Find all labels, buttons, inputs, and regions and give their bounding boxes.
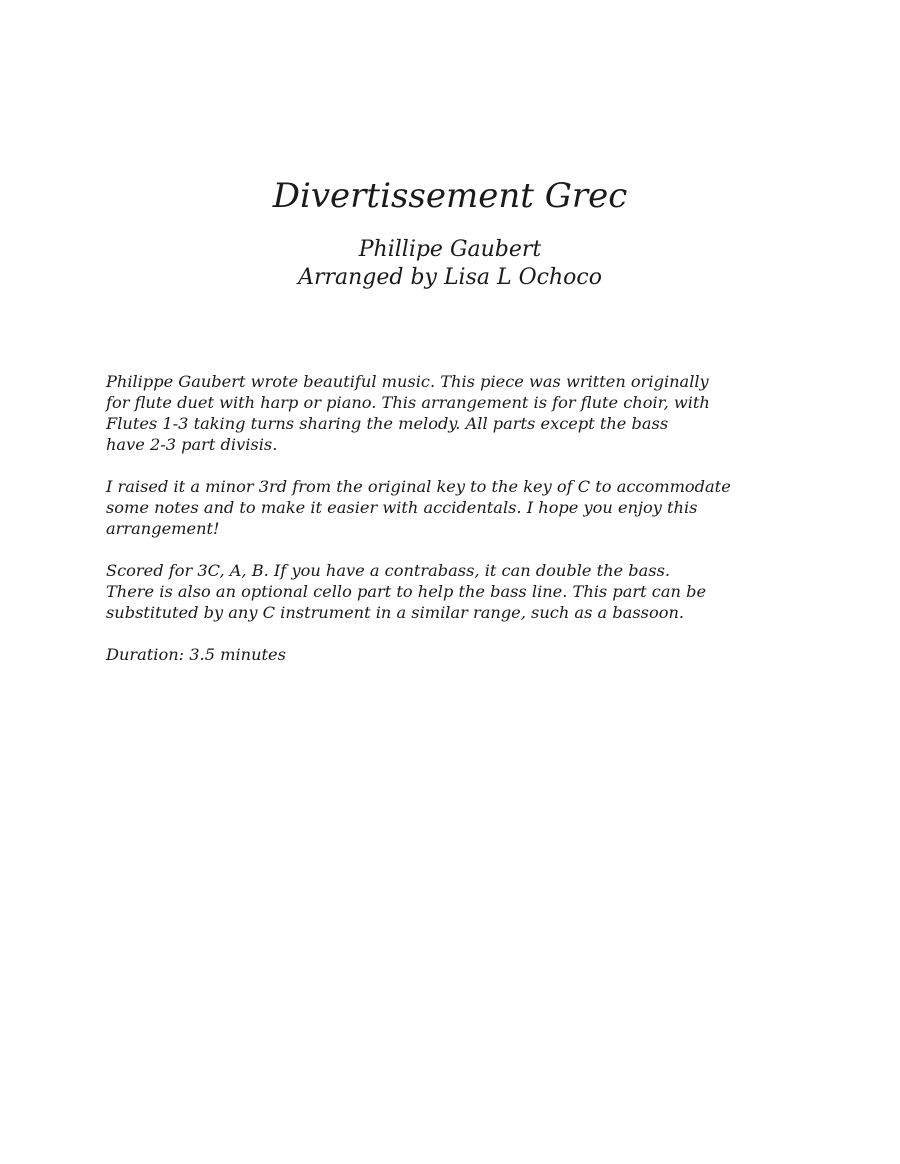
notes-paragraph-key — [106, 476, 766, 539]
notes-line: There is also an optional cello part to help the bass line. This part can be — [106, 582, 707, 601]
notes-line: substituted by any C instrument in a similar range, such as a bassoon. — [106, 603, 685, 622]
notes-paragraph-scoring — [106, 560, 766, 623]
notes-line: for flute duet with harp or piano. This arrangement is for flute choir, with — [106, 393, 710, 412]
notes-line: arrangement! — [106, 519, 220, 538]
notes-line: Philippe Gaubert wrote beautiful music. This piece was written originally — [106, 372, 709, 391]
notes-line: Flutes 1-3 taking turns sharing the melody. All parts except the bass — [106, 414, 669, 433]
notes-line: Scored for 3C, A, B. If you have a contrabass, it can double the bass. — [106, 561, 671, 580]
notes-line: I raised it a minor 3rd from the original key to the key of C to accommodate — [106, 477, 731, 496]
notes-paragraph-duration — [106, 644, 766, 665]
arranger-credit: Arranged by Lisa L Ochoco — [298, 265, 602, 290]
program-notes — [106, 371, 766, 686]
notes-paragraph-intro — [106, 371, 766, 455]
notes-line: have 2-3 part divisis. — [106, 435, 278, 454]
piece-title: Divertissement Grec — [272, 176, 628, 216]
notes-line: some notes and to make it easier with accidentals. I hope you enjoy this — [106, 498, 698, 517]
composer-name: Phillipe Gaubert — [358, 237, 542, 262]
duration-text: Duration: 3.5 minutes — [106, 645, 286, 664]
